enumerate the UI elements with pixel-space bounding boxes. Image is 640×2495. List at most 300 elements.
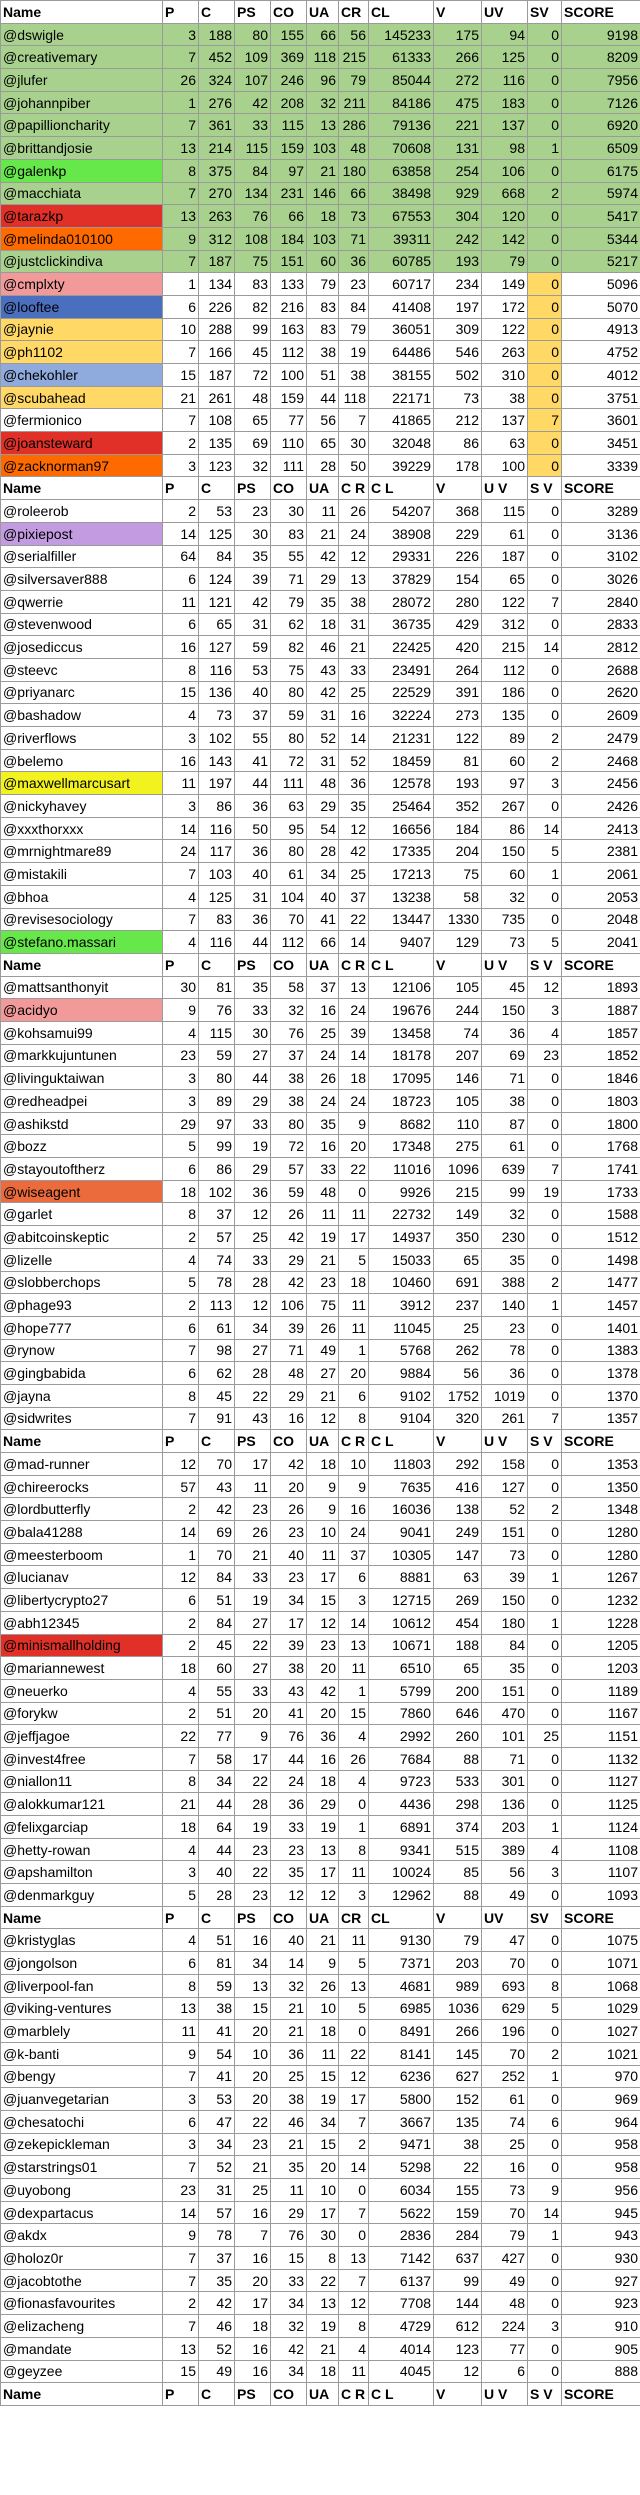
column-header-v: V: [434, 953, 482, 976]
p-cell: 18: [163, 1180, 199, 1203]
ps-cell: 42: [235, 590, 271, 613]
ps-cell: 16: [235, 2247, 271, 2270]
ps-cell: 26: [235, 1521, 271, 1544]
score-cell: 6175: [562, 159, 640, 182]
cr-cell: 13: [339, 2247, 369, 2270]
uv-cell: 48: [482, 2292, 528, 2315]
sv-cell: 0: [528, 1634, 562, 1657]
table-row: [1, 931, 640, 954]
uv-cell: 32: [482, 885, 528, 908]
co-cell: 26: [271, 1498, 307, 1521]
ps-cell: 55: [235, 727, 271, 750]
co-cell: 57: [271, 1158, 307, 1181]
cr-cell: 1: [339, 1339, 369, 1362]
name-cell: @zacknorman97: [1, 454, 163, 477]
c-cell: 81: [199, 976, 235, 999]
p-cell: 4: [163, 1021, 199, 1044]
sv-cell: 14: [528, 817, 562, 840]
ua-cell: 15: [307, 2065, 339, 2088]
sv-cell: 14: [528, 636, 562, 659]
name-cell: @niallon11: [1, 1770, 163, 1793]
sv-cell: 0: [528, 1339, 562, 1362]
cr-cell: 2: [339, 2133, 369, 2156]
sv-cell: 1: [528, 1611, 562, 1634]
v-cell: 1752: [434, 1384, 482, 1407]
ua-cell: 13: [307, 2292, 339, 2315]
cr-cell: 11: [339, 1294, 369, 1317]
sv-cell: 0: [528, 522, 562, 545]
ua-cell: 29: [307, 1793, 339, 1816]
p-cell: 26: [163, 69, 199, 92]
table-row: [1, 1271, 640, 1294]
c-cell: 89: [199, 1090, 235, 1113]
cr-cell: 37: [339, 1543, 369, 1566]
cr-cell: 24: [339, 1521, 369, 1544]
uv-cell: 70: [482, 2042, 528, 2065]
column-header-c: C: [199, 953, 235, 976]
uv-cell: 137: [482, 409, 528, 432]
c-cell: 45: [199, 1384, 235, 1407]
header-row: [1, 2383, 640, 2406]
ua-cell: 27: [307, 1362, 339, 1385]
cr-cell: 3: [339, 1589, 369, 1612]
cr-cell: 11: [339, 1203, 369, 1226]
v-cell: 38: [434, 2133, 482, 2156]
c-cell: 49: [199, 2360, 235, 2383]
v-cell: 200: [434, 1679, 482, 1702]
cl-cell: 4045: [369, 2360, 434, 2383]
ps-cell: 45: [235, 341, 271, 364]
c-cell: 84: [199, 1611, 235, 1634]
p-cell: 15: [163, 2360, 199, 2383]
cr-cell: 20: [339, 1362, 369, 1385]
cr-cell: 31: [339, 613, 369, 636]
cl-cell: 13238: [369, 885, 434, 908]
column-header-ps: PS: [235, 953, 271, 976]
ps-cell: 25: [235, 1226, 271, 1249]
v-cell: 74: [434, 1021, 482, 1044]
p-cell: 8: [163, 1974, 199, 1997]
score-cell: 1477: [562, 1271, 640, 1294]
name-cell: @felixgarciap: [1, 1816, 163, 1839]
table-row: [1, 1021, 640, 1044]
v-cell: 368: [434, 500, 482, 523]
score-cell: 3026: [562, 568, 640, 591]
name-cell: @johannpiber: [1, 91, 163, 114]
ps-cell: 33: [235, 1679, 271, 1702]
ps-cell: 23: [235, 1838, 271, 1861]
ua-cell: 12: [307, 1407, 339, 1430]
table-row: [1, 114, 640, 137]
sv-cell: 0: [528, 273, 562, 296]
c-cell: 115: [199, 1021, 235, 1044]
score-cell: 2812: [562, 636, 640, 659]
cr-cell: 9: [339, 1475, 369, 1498]
v-cell: 152: [434, 2088, 482, 2111]
cr-cell: 52: [339, 749, 369, 772]
uv-cell: 267: [482, 795, 528, 818]
score-cell: 3451: [562, 432, 640, 455]
cr-cell: 16: [339, 704, 369, 727]
uv-cell: 187: [482, 545, 528, 568]
co-cell: 24: [271, 1770, 307, 1793]
cl-cell: 4681: [369, 1974, 434, 1997]
c-cell: 53: [199, 2088, 235, 2111]
cl-cell: 6236: [369, 2065, 434, 2088]
cr-cell: 18: [339, 1067, 369, 1090]
sv-cell: 0: [528, 1135, 562, 1158]
cr-cell: 13: [339, 1634, 369, 1657]
c-cell: 51: [199, 1589, 235, 1612]
name-cell: @mariannewest: [1, 1657, 163, 1680]
column-header-cl: C L: [369, 2383, 434, 2406]
sv-cell: 19: [528, 1180, 562, 1203]
cl-cell: 9884: [369, 1362, 434, 1385]
score-cell: 1457: [562, 1294, 640, 1317]
v-cell: 515: [434, 1838, 482, 1861]
cl-cell: 54207: [369, 500, 434, 523]
column-header-cr: C R: [339, 1430, 369, 1453]
score-cell: 1357: [562, 1407, 640, 1430]
v-cell: 86: [434, 432, 482, 455]
c-cell: 116: [199, 931, 235, 954]
co-cell: 42: [271, 1226, 307, 1249]
score-cell: 1029: [562, 1997, 640, 2020]
table-row: [1, 1952, 640, 1975]
ps-cell: 80: [235, 23, 271, 46]
co-cell: 11: [271, 2179, 307, 2202]
p-cell: 3: [163, 454, 199, 477]
co-cell: 55: [271, 545, 307, 568]
p-cell: 7: [163, 114, 199, 137]
table-row: [1, 91, 640, 114]
name-cell: @melinda010100: [1, 227, 163, 250]
ua-cell: 25: [307, 1021, 339, 1044]
co-cell: 23: [271, 1566, 307, 1589]
score-cell: 1741: [562, 1158, 640, 1181]
sv-cell: 0: [528, 2247, 562, 2270]
c-cell: 57: [199, 2201, 235, 2224]
cl-cell: 16656: [369, 817, 434, 840]
cl-cell: 9407: [369, 931, 434, 954]
ps-cell: 44: [235, 772, 271, 795]
c-cell: 116: [199, 817, 235, 840]
cl-cell: 18723: [369, 1090, 434, 1113]
uv-cell: 61: [482, 2088, 528, 2111]
uv-cell: 142: [482, 227, 528, 250]
v-cell: 221: [434, 114, 482, 137]
c-cell: 58: [199, 1747, 235, 1770]
uv-cell: 79: [482, 250, 528, 273]
ua-cell: 38: [307, 341, 339, 364]
ua-cell: 11: [307, 500, 339, 523]
c-cell: 69: [199, 1521, 235, 1544]
cr-cell: 39: [339, 1021, 369, 1044]
score-cell: 1189: [562, 1679, 640, 1702]
p-cell: 24: [163, 840, 199, 863]
column-header-uv: U V: [482, 1430, 528, 1453]
cr-cell: 19: [339, 341, 369, 364]
column-header-ua: UA: [307, 953, 339, 976]
column-header-uv: UV: [482, 1, 528, 24]
cl-cell: 12962: [369, 1884, 434, 1907]
cl-cell: 3667: [369, 2110, 434, 2133]
column-header-score: SCORE: [562, 953, 640, 976]
p-cell: 7: [163, 2315, 199, 2338]
v-cell: 193: [434, 772, 482, 795]
ps-cell: 18: [235, 2315, 271, 2338]
co-cell: 80: [271, 1112, 307, 1135]
v-cell: 147: [434, 1543, 482, 1566]
name-cell: @chireerocks: [1, 1475, 163, 1498]
v-cell: 269: [434, 1589, 482, 1612]
name-cell: @revisesociology: [1, 908, 163, 931]
sv-cell: 0: [528, 2020, 562, 2043]
sv-cell: 0: [528, 1952, 562, 1975]
name-cell: @macchiata: [1, 182, 163, 205]
c-cell: 124: [199, 568, 235, 591]
cl-cell: 9130: [369, 1929, 434, 1952]
column-header-co: CO: [271, 2383, 307, 2406]
cl-cell: 8141: [369, 2042, 434, 2065]
score-cell: 1887: [562, 999, 640, 1022]
sv-cell: 0: [528, 1793, 562, 1816]
co-cell: 21: [271, 1997, 307, 2020]
column-header-cr: C R: [339, 477, 369, 500]
cl-cell: 38908: [369, 522, 434, 545]
name-cell: @bozz: [1, 1135, 163, 1158]
co-cell: 80: [271, 681, 307, 704]
name-cell: @wiseagent: [1, 1180, 163, 1203]
ps-cell: 115: [235, 137, 271, 160]
cl-cell: 19676: [369, 999, 434, 1022]
column-header-p: P: [163, 1, 199, 24]
table-row: [1, 1702, 640, 1725]
uv-cell: 150: [482, 999, 528, 1022]
co-cell: 112: [271, 931, 307, 954]
score-cell: 2840: [562, 590, 640, 613]
p-cell: 8: [163, 1770, 199, 1793]
column-header-uv: UV: [482, 1906, 528, 1929]
score-cell: 5070: [562, 295, 640, 318]
sv-cell: 0: [528, 432, 562, 455]
table-row: [1, 1339, 640, 1362]
ps-cell: 11: [235, 1475, 271, 1498]
co-cell: 246: [271, 69, 307, 92]
cr-cell: 6: [339, 1384, 369, 1407]
v-cell: 175: [434, 23, 482, 46]
column-header-cr: C R: [339, 2383, 369, 2406]
score-cell: 1093: [562, 1884, 640, 1907]
v-cell: 260: [434, 1725, 482, 1748]
sv-cell: 0: [528, 545, 562, 568]
co-cell: 115: [271, 114, 307, 137]
table-row: [1, 1611, 640, 1634]
sv-cell: 1: [528, 2224, 562, 2247]
cl-cell: 17335: [369, 840, 434, 863]
sv-cell: 0: [528, 2156, 562, 2179]
cl-cell: 7708: [369, 2292, 434, 2315]
uv-cell: 79: [482, 2224, 528, 2247]
name-cell: @marblely: [1, 2020, 163, 2043]
p-cell: 21: [163, 386, 199, 409]
table-row: [1, 69, 640, 92]
score-cell: 2413: [562, 817, 640, 840]
sv-cell: 0: [528, 1362, 562, 1385]
cr-cell: 23: [339, 273, 369, 296]
cl-cell: 25464: [369, 795, 434, 818]
ua-cell: 19: [307, 1226, 339, 1249]
p-cell: 7: [163, 182, 199, 205]
v-cell: 203: [434, 1952, 482, 1975]
ua-cell: 16: [307, 1135, 339, 1158]
name-cell: @invest4free: [1, 1747, 163, 1770]
c-cell: 361: [199, 114, 235, 137]
cl-cell: 7142: [369, 2247, 434, 2270]
ua-cell: 75: [307, 1294, 339, 1317]
cl-cell: 5768: [369, 1339, 434, 1362]
name-cell: @redheadpei: [1, 1090, 163, 1113]
ua-cell: 33: [307, 1158, 339, 1181]
score-cell: 1108: [562, 1838, 640, 1861]
ps-cell: 19: [235, 1816, 271, 1839]
name-cell: @akdx: [1, 2224, 163, 2247]
cr-cell: 215: [339, 46, 369, 69]
header-row: [1, 1, 640, 24]
cl-cell: 11016: [369, 1158, 434, 1181]
cl-cell: 60717: [369, 273, 434, 296]
table-row: [1, 1884, 640, 1907]
co-cell: 75: [271, 658, 307, 681]
uv-cell: 16: [482, 2156, 528, 2179]
cr-cell: 20: [339, 1135, 369, 1158]
ps-cell: 28: [235, 1271, 271, 1294]
table-row: [1, 1475, 640, 1498]
sv-cell: 0: [528, 69, 562, 92]
column-header-p: P: [163, 953, 199, 976]
sv-cell: 2: [528, 2042, 562, 2065]
cr-cell: 5: [339, 1952, 369, 1975]
v-cell: 212: [434, 409, 482, 432]
ua-cell: 48: [307, 772, 339, 795]
co-cell: 216: [271, 295, 307, 318]
ua-cell: 34: [307, 2110, 339, 2133]
uv-cell: 36: [482, 1362, 528, 1385]
v-cell: 237: [434, 1294, 482, 1317]
uv-cell: 115: [482, 500, 528, 523]
cr-cell: 18: [339, 1271, 369, 1294]
cr-cell: 36: [339, 250, 369, 273]
ps-cell: 99: [235, 318, 271, 341]
ps-cell: 23: [235, 2133, 271, 2156]
table-row: [1, 1203, 640, 1226]
c-cell: 197: [199, 772, 235, 795]
uv-cell: 263: [482, 341, 528, 364]
p-cell: 6: [163, 1589, 199, 1612]
p-cell: 7: [163, 2269, 199, 2292]
score-cell: 5974: [562, 182, 640, 205]
table-row: [1, 2269, 640, 2292]
uv-cell: 150: [482, 840, 528, 863]
table-row: [1, 636, 640, 659]
p-cell: 15: [163, 681, 199, 704]
ps-cell: 28: [235, 1362, 271, 1385]
score-cell: 7956: [562, 69, 640, 92]
co-cell: 104: [271, 885, 307, 908]
name-cell: @mistakili: [1, 863, 163, 886]
co-cell: 111: [271, 772, 307, 795]
score-cell: 5417: [562, 205, 640, 228]
cl-cell: 9341: [369, 1838, 434, 1861]
uv-cell: 172: [482, 295, 528, 318]
co-cell: 72: [271, 749, 307, 772]
cl-cell: 5298: [369, 2156, 434, 2179]
v-cell: 391: [434, 681, 482, 704]
cr-cell: 118: [339, 386, 369, 409]
column-header-sv: SV: [528, 1, 562, 24]
sv-cell: 0: [528, 250, 562, 273]
score-cell: 1353: [562, 1453, 640, 1476]
uv-cell: 122: [482, 318, 528, 341]
column-header-v: V: [434, 1430, 482, 1453]
c-cell: 312: [199, 227, 235, 250]
co-cell: 59: [271, 704, 307, 727]
uv-cell: 38: [482, 386, 528, 409]
v-cell: 131: [434, 137, 482, 160]
table-row: [1, 1589, 640, 1612]
p-cell: 14: [163, 2201, 199, 2224]
cr-cell: 30: [339, 432, 369, 455]
uv-cell: 261: [482, 1407, 528, 1430]
ps-cell: 30: [235, 1021, 271, 1044]
column-header-name: Name: [1, 1906, 163, 1929]
co-cell: 43: [271, 1679, 307, 1702]
co-cell: 14: [271, 1952, 307, 1975]
uv-cell: 389: [482, 1838, 528, 1861]
name-cell: @jayna: [1, 1384, 163, 1407]
co-cell: 32: [271, 2315, 307, 2338]
score-cell: 910: [562, 2315, 640, 2338]
ps-cell: 17: [235, 1747, 271, 1770]
name-cell: @gingbabida: [1, 1362, 163, 1385]
c-cell: 98: [199, 1339, 235, 1362]
cr-cell: 4: [339, 1725, 369, 1748]
score-cell: 1232: [562, 1589, 640, 1612]
table-row: [1, 2088, 640, 2111]
ps-cell: 36: [235, 1180, 271, 1203]
sv-cell: 3: [528, 2315, 562, 2338]
ua-cell: 21: [307, 1384, 339, 1407]
c-cell: 59: [199, 1044, 235, 1067]
score-cell: 3289: [562, 500, 640, 523]
name-cell: @livinguktaiwan: [1, 1067, 163, 1090]
score-cell: 1280: [562, 1521, 640, 1544]
score-cell: 3136: [562, 522, 640, 545]
v-cell: 273: [434, 704, 482, 727]
uv-cell: 101: [482, 1725, 528, 1748]
column-header-c: C: [199, 2383, 235, 2406]
table-row: [1, 1362, 640, 1385]
p-cell: 7: [163, 2065, 199, 2088]
ps-cell: 28: [235, 1793, 271, 1816]
ps-cell: 36: [235, 795, 271, 818]
score-cell: 1167: [562, 1702, 640, 1725]
cr-cell: 14: [339, 931, 369, 954]
v-cell: 85: [434, 1861, 482, 1884]
sv-cell: 0: [528, 1090, 562, 1113]
table-row: [1, 2360, 640, 2383]
p-cell: 7: [163, 1407, 199, 1430]
